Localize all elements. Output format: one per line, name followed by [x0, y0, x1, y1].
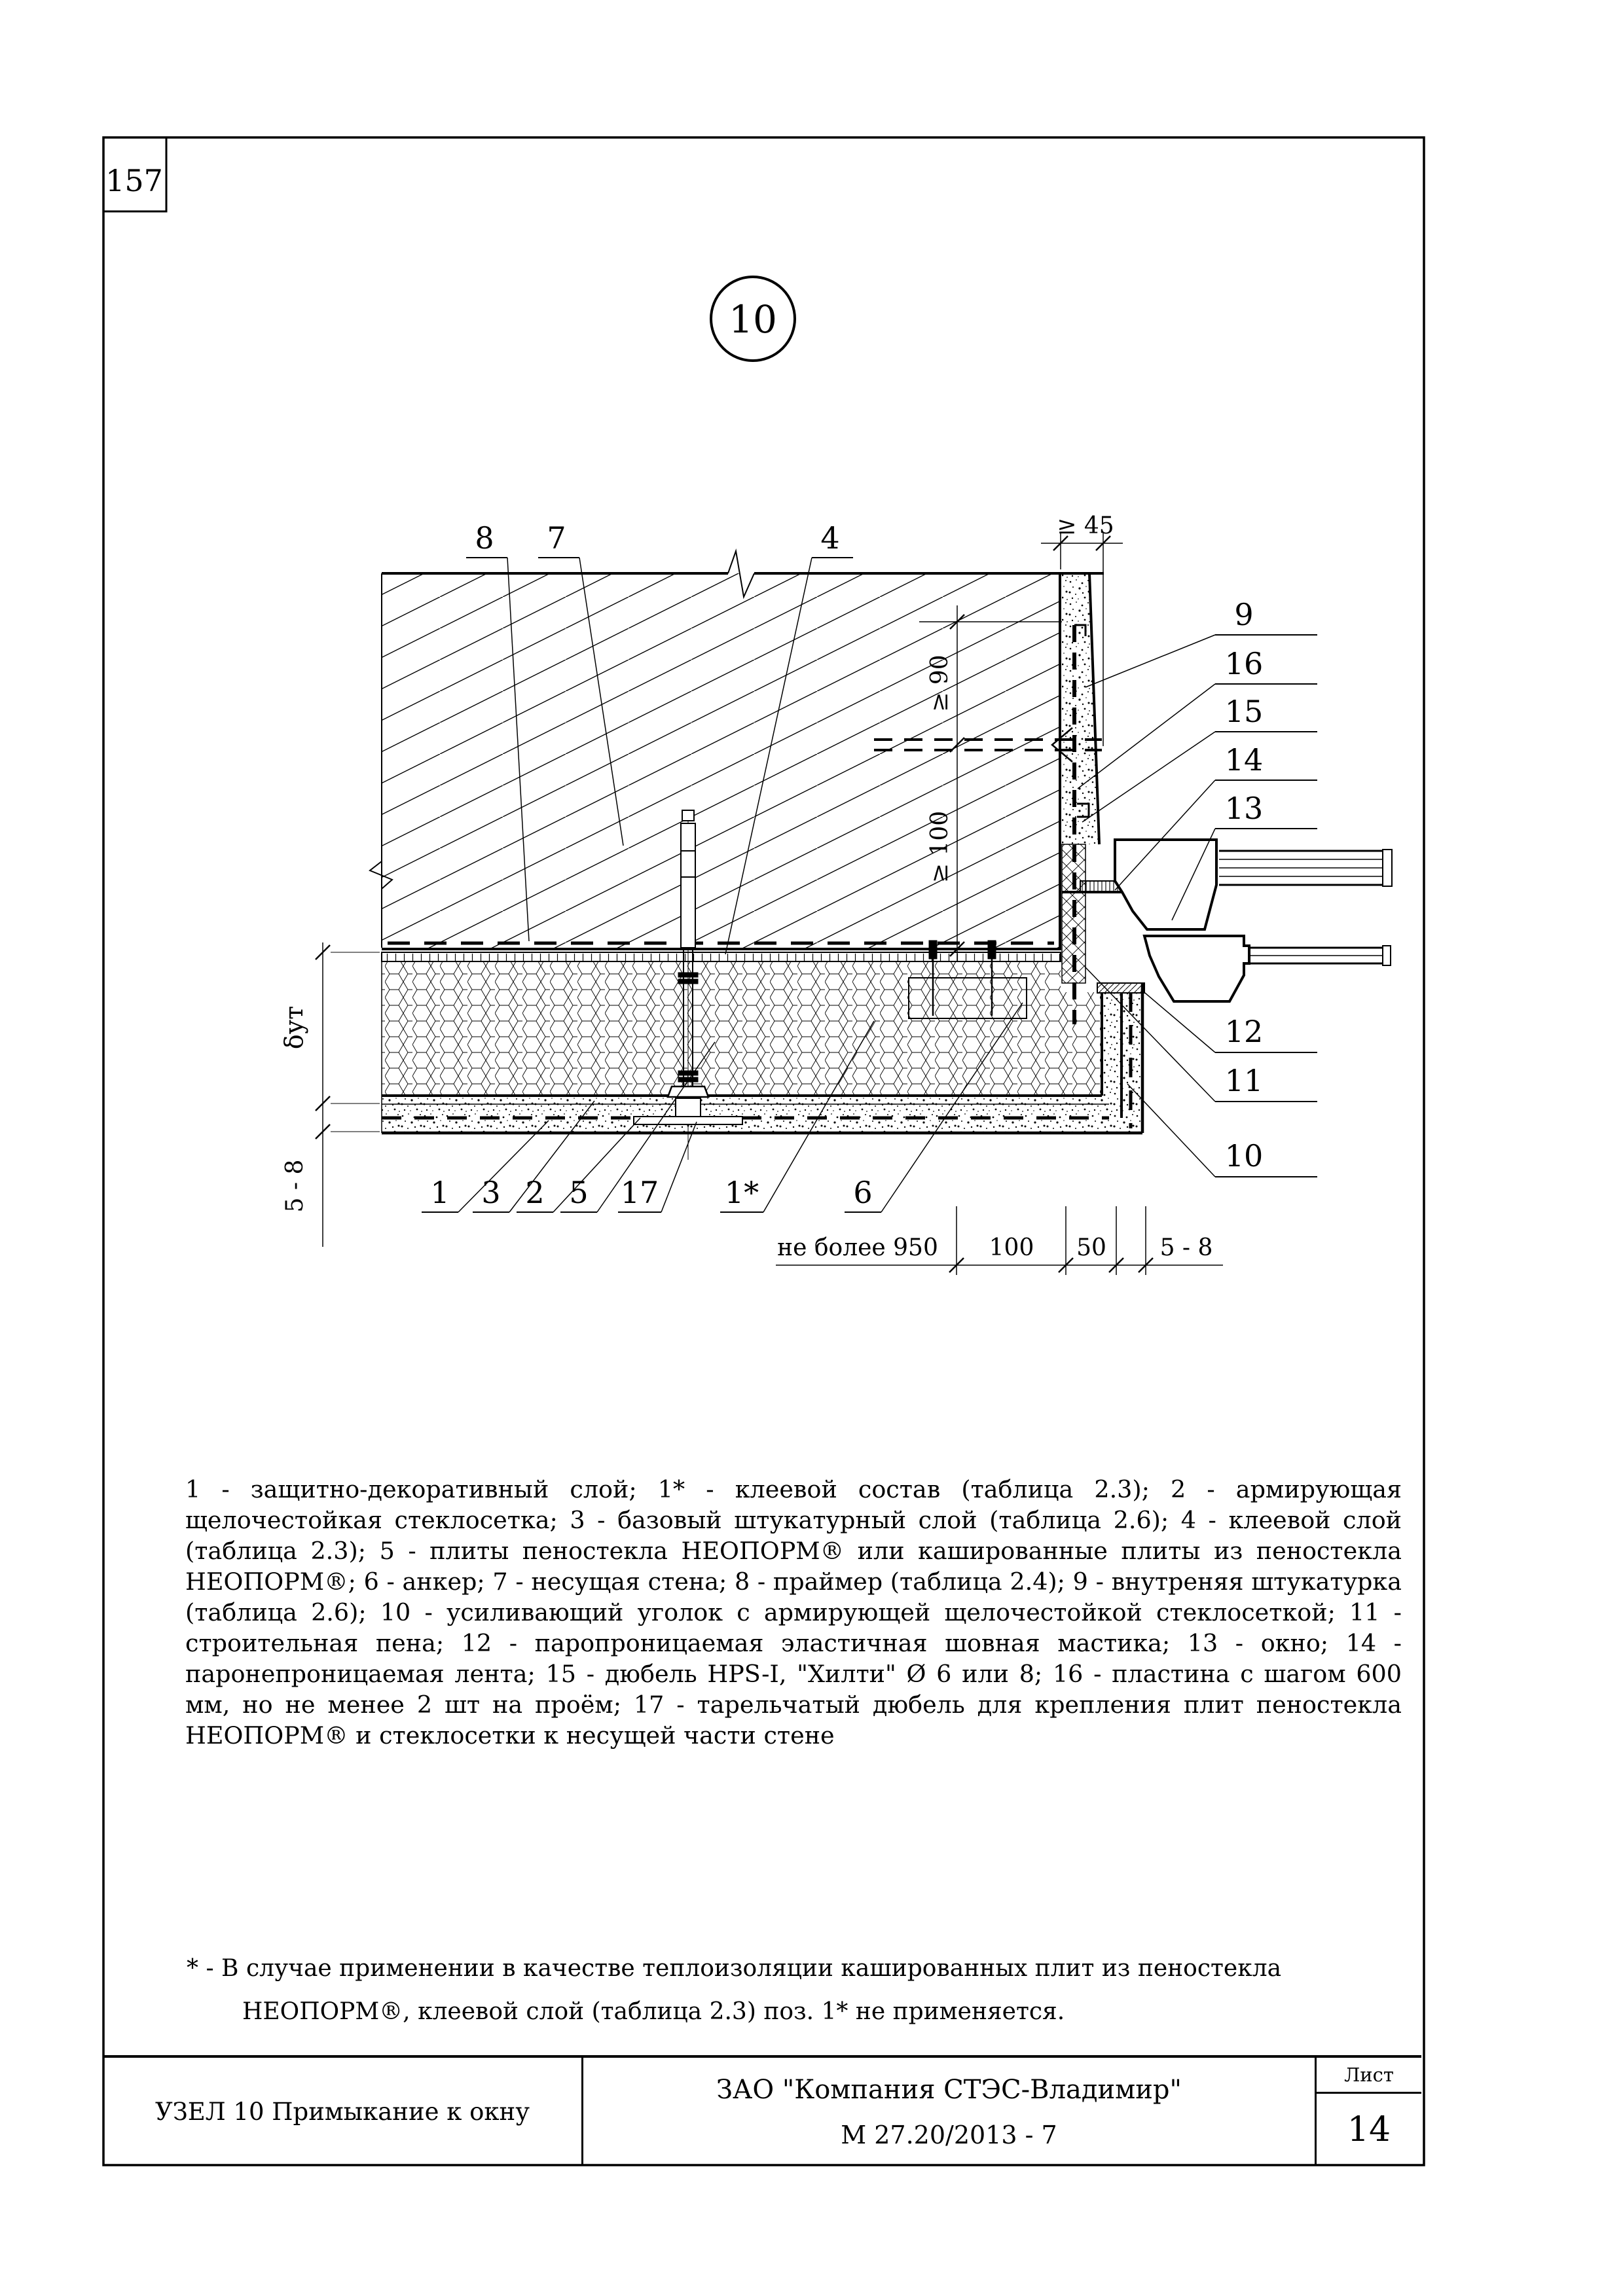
- detail-number: 10: [729, 297, 777, 342]
- callout-10: [1127, 1084, 1317, 1177]
- anchor-head-2: [988, 941, 996, 959]
- foamglass-slab-jamb: [1061, 992, 1102, 1096]
- page-number: 157: [105, 163, 163, 198]
- dim-50: 50: [1076, 1234, 1106, 1261]
- node-title: УЗЕЛ 10 Примыкание к окну: [103, 2058, 583, 2166]
- svg-text:5: 5: [569, 1175, 589, 1210]
- dim-100: ≥ 100: [926, 810, 953, 884]
- window-section: [1115, 840, 1392, 1001]
- anchor-head-1: [929, 941, 937, 959]
- company-name: ЗАО "Компания СТЭС-Владимир": [716, 2074, 1182, 2105]
- dowel-washer-plate: [634, 1117, 742, 1124]
- svg-text:1*: 1*: [724, 1175, 759, 1210]
- glazing-upper: [1219, 850, 1392, 886]
- callout-16: [1078, 646, 1317, 789]
- detail-bubble: [711, 277, 795, 361]
- wall-hatch: [382, 573, 1060, 949]
- dowel-disc: [668, 1086, 708, 1097]
- svg-text:14: 14: [1224, 742, 1264, 778]
- svg-text:10: 10: [1224, 1138, 1264, 1174]
- dim-950: не более 950: [777, 1234, 938, 1261]
- dim-90: ≥ 90: [926, 655, 953, 712]
- dowel-tip: [682, 810, 694, 821]
- title-block-center: [583, 2058, 1317, 2166]
- joint-mastic: [1097, 983, 1144, 993]
- svg-text:2: 2: [525, 1175, 545, 1210]
- sheet-column: [1317, 2058, 1421, 2166]
- svg-text:8: 8: [475, 520, 494, 556]
- sheet-label: Лист: [1317, 2058, 1421, 2094]
- svg-text:6: 6: [853, 1175, 873, 1210]
- dim-100b: 100: [989, 1234, 1034, 1261]
- svg-text:13: 13: [1224, 791, 1264, 826]
- document-number: М 27.20/2013 - 7: [841, 2120, 1057, 2149]
- window-sash-profile: [1144, 936, 1249, 1001]
- callout-17: [618, 1122, 697, 1212]
- bearing-wall: [370, 551, 1104, 950]
- dim-5-8-bottom: 5 - 8: [1159, 1234, 1213, 1261]
- adhesive-layer: [382, 952, 1061, 961]
- svg-text:17: 17: [620, 1175, 659, 1210]
- glazing-lower: [1249, 946, 1391, 965]
- foamglass-slab: [382, 961, 1061, 1096]
- dim-5-8-left: 5 - 8: [282, 1159, 308, 1213]
- dim-delta: δут: [280, 1005, 308, 1050]
- svg-text:16: 16: [1224, 646, 1264, 681]
- dowel-collar-1: [678, 973, 698, 977]
- svg-text:15: 15: [1224, 694, 1264, 729]
- svg-text:1: 1: [430, 1175, 450, 1210]
- svg-text:9: 9: [1234, 597, 1254, 632]
- title-block: [103, 2055, 1421, 2166]
- dim-top: ≥ 45: [1057, 512, 1114, 539]
- footnote-text: * - В случае применении в качестве теплоизоляции кашированных плит из пеностекла НЕОПОРМ®, клеевой слой (таблица 2.3) поз. 1* не применяется.: [187, 1955, 1282, 2025]
- window-frame-profile: [1115, 840, 1216, 929]
- dowel-collar-2: [678, 979, 698, 984]
- insulation-layers: [382, 952, 1142, 1133]
- svg-text:12: 12: [1224, 1014, 1264, 1049]
- svg-text:3: 3: [481, 1175, 501, 1210]
- dowel-sleeve: [681, 823, 695, 948]
- svg-text:4: 4: [820, 520, 840, 556]
- svg-text:11: 11: [1224, 1063, 1264, 1098]
- construction-foam: [1062, 844, 1085, 983]
- legend-text: 1 - защитно-декоративный слой; 1* - клеевой состав (таблица 2.3); 2 - армирующая щелочестойкая стеклосетка; 3 - базовый штукатурный слой (таблица 2.6); 4 - клеевой слой (таблица 2.3); 5 - плиты пеностекла НЕОПОРМ® или кашированные плиты из пеностекла НЕОПОРМ®; 6 - анкер; 7 - несущая стена; 8 - праймер (таблица 2.4); 9 - внутреняя штукатурка (таблица 2.6); 10 - усиливающий уголок с армирующей щелочестойкой стеклосеткой; 11 - строительная пена; 12 - паропроницаемая эластичная шовная мастика; 13 - окно; 14 - паронепроницаемая лента; 15 - дюбель HPS-I, "Хилти" Ø 6 или 8; 16 - пластина с шагом 600 мм, но не менее 2 шт на проём; 17 - тарельчатый дюбель для крепления плит пеностекла НЕОПОРМ® и стеклосетки к несущей части стене: [185, 1475, 1402, 1749]
- callout-9: [1085, 597, 1317, 687]
- sheet-number: 14: [1347, 2110, 1391, 2149]
- svg-text:7: 7: [547, 520, 566, 556]
- base-plaster-layer: [382, 1096, 1102, 1104]
